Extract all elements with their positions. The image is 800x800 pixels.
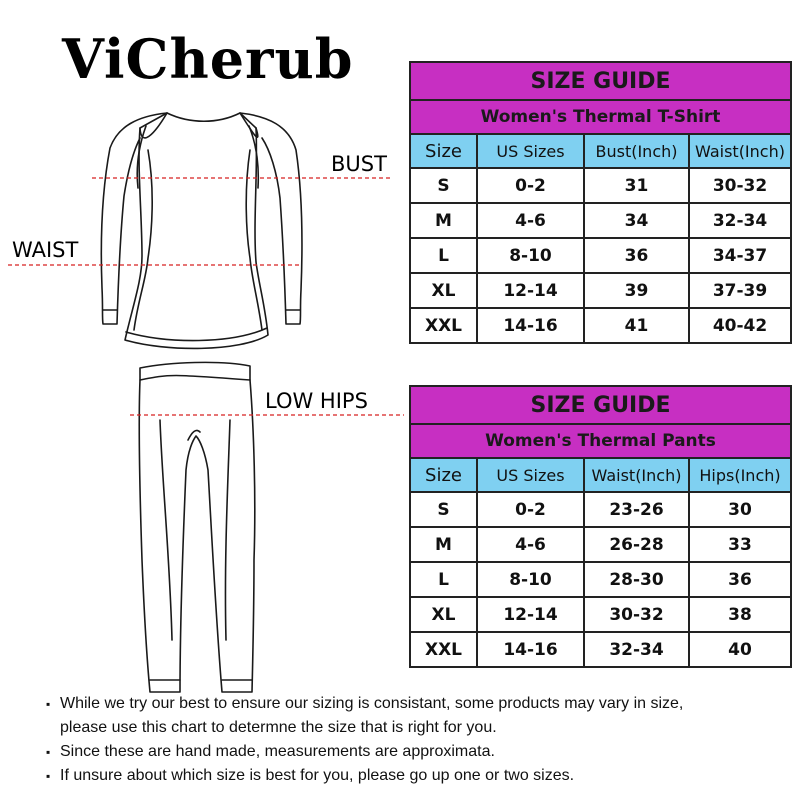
- waist-cell: 34-37: [689, 238, 791, 273]
- pants-size-chart: [409, 385, 792, 668]
- bust-label: BUST: [331, 152, 387, 176]
- hips-cell: 38: [689, 597, 791, 632]
- waist-label: WAIST: [12, 238, 79, 262]
- waist-cell: 40-42: [689, 308, 791, 343]
- waist-cell: 26-28: [584, 527, 689, 562]
- bullet-icon: ▪: [46, 697, 51, 711]
- size-cell: M: [410, 527, 477, 562]
- table-row: [410, 527, 791, 562]
- size-cell: L: [410, 238, 477, 273]
- us-size-cell: 8-10: [477, 238, 584, 273]
- hips-cell: 33: [689, 527, 791, 562]
- waist-cell: 32-34: [689, 203, 791, 238]
- size-cell: S: [410, 168, 477, 203]
- size-cell: XXL: [410, 308, 477, 343]
- bust-cell: 41: [584, 308, 689, 343]
- bust-cell: 34: [584, 203, 689, 238]
- table-row: [410, 168, 791, 203]
- hips-cell: 36: [689, 562, 791, 597]
- column-header: Size: [410, 134, 477, 168]
- us-size-cell: 12-14: [477, 273, 584, 308]
- column-header: Bust(Inch): [584, 134, 689, 168]
- waist-cell: 32-34: [584, 632, 689, 667]
- table-row: [410, 597, 791, 632]
- bust-cell: 39: [584, 273, 689, 308]
- size-cell: XL: [410, 597, 477, 632]
- size-cell: XL: [410, 273, 477, 308]
- waist-cell: 30-32: [689, 168, 791, 203]
- bullet-icon: ▪: [46, 769, 51, 783]
- chart-title: SIZE GUIDE: [410, 386, 791, 424]
- bust-cell: 36: [584, 238, 689, 273]
- us-size-cell: 14-16: [477, 308, 584, 343]
- brand-logo: ViCherub: [62, 27, 354, 91]
- column-header: Waist(Inch): [584, 458, 689, 492]
- waist-cell: 30-32: [584, 597, 689, 632]
- chart-subtitle: Women's Thermal T-Shirt: [410, 100, 791, 134]
- tshirt-size-chart: [409, 61, 792, 344]
- column-header: US Sizes: [477, 458, 584, 492]
- note-item: [46, 692, 786, 740]
- note-item: [46, 764, 786, 788]
- low-hips-label: LOW HIPS: [265, 389, 368, 413]
- us-size-cell: 0-2: [477, 168, 584, 203]
- sizing-notes: [46, 692, 786, 788]
- table-row: [410, 273, 791, 308]
- table-row: [410, 238, 791, 273]
- note-item: [46, 740, 786, 764]
- thermal-tshirt-outline: [101, 113, 302, 348]
- waist-cell: 23-26: [584, 492, 689, 527]
- us-size-cell: 14-16: [477, 632, 584, 667]
- us-size-cell: 4-6: [477, 203, 584, 238]
- size-cell: M: [410, 203, 477, 238]
- size-cell: L: [410, 562, 477, 597]
- column-header: Size: [410, 458, 477, 492]
- size-cell: XXL: [410, 632, 477, 667]
- column-header: Hips(Inch): [689, 458, 791, 492]
- table-row: [410, 308, 791, 343]
- bust-cell: 31: [584, 168, 689, 203]
- hips-cell: 40: [689, 632, 791, 667]
- note-text: If unsure about which size is best for you, please go up one or two sizes.: [60, 767, 575, 784]
- note-text: While we try our best to ensure our sizing is consistant, some products may vary in size,: [60, 695, 684, 712]
- table-row: [410, 632, 791, 667]
- column-header: US Sizes: [477, 134, 584, 168]
- us-size-cell: 12-14: [477, 597, 584, 632]
- us-size-cell: 8-10: [477, 562, 584, 597]
- bullet-icon: ▪: [46, 745, 51, 759]
- hips-cell: 30: [689, 492, 791, 527]
- us-size-cell: 4-6: [477, 527, 584, 562]
- table-row: [410, 203, 791, 238]
- column-header: Waist(Inch): [689, 134, 791, 168]
- waist-cell: 37-39: [689, 273, 791, 308]
- waist-cell: 28-30: [584, 562, 689, 597]
- table-row: [410, 492, 791, 527]
- chart-title: SIZE GUIDE: [410, 62, 791, 100]
- size-cell: S: [410, 492, 477, 527]
- us-size-cell: 0-2: [477, 492, 584, 527]
- table-row: [410, 562, 791, 597]
- thermal-pants-outline: [139, 362, 255, 692]
- note-text: Since these are hand made, measurements are approximata.: [60, 743, 495, 760]
- chart-subtitle: Women's Thermal Pants: [410, 424, 791, 458]
- note-text: please use this chart to determne the size that is right for you.: [60, 719, 497, 736]
